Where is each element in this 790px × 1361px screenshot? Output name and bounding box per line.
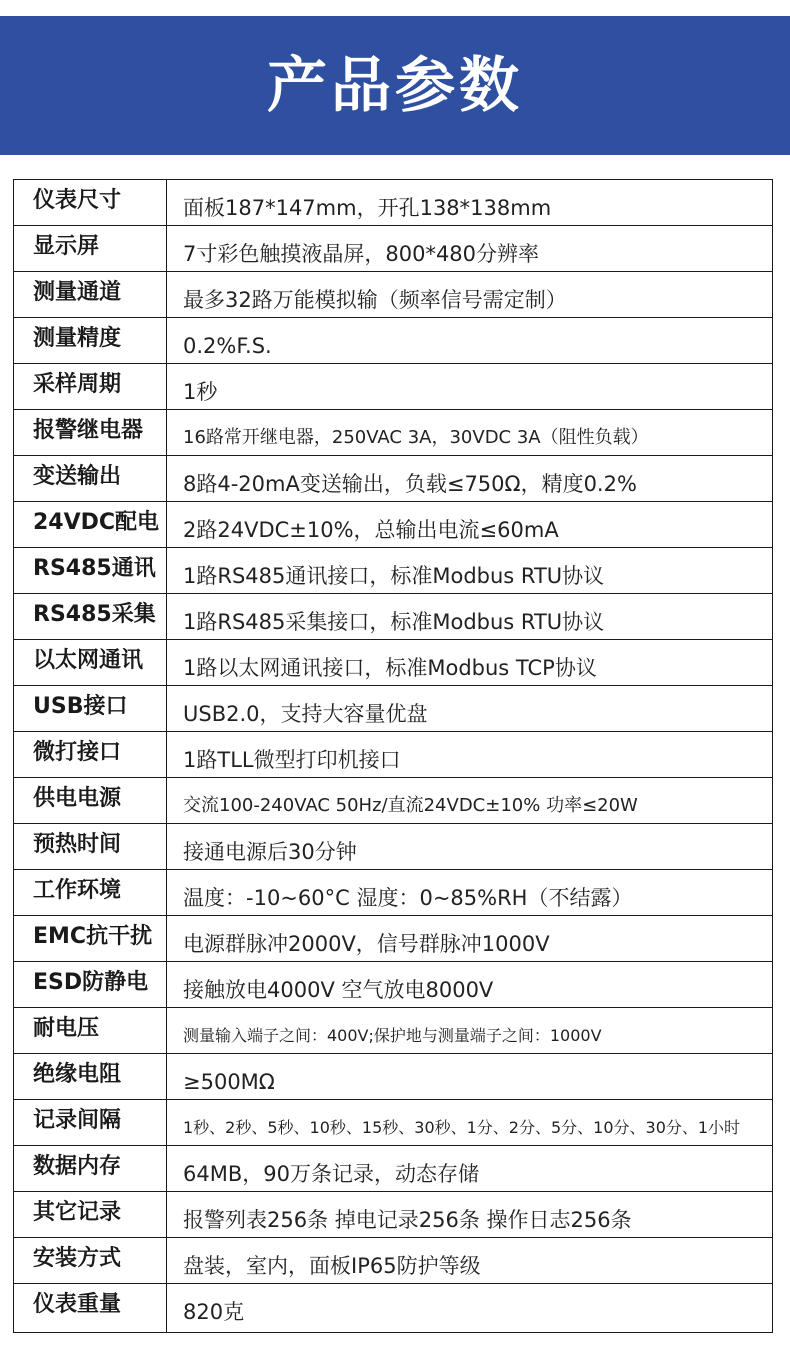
page-title: 产品参数 [267,50,523,121]
spec-label: 安装方式 [33,1246,122,1271]
spec-value-cell [167,1238,773,1284]
spec-value-cell [167,226,773,272]
spec-value: 测量输入端子之间：400V;保护地与测量端子之间：1000V [183,1026,602,1045]
spec-label: ESD防静电 [33,970,149,995]
spec-value-cell [167,686,773,732]
spec-row-alarm-relay [14,410,773,456]
spec-row-sampling [14,364,773,410]
spec-label-cell [14,180,167,226]
spec-label-cell [14,548,167,594]
spec-label: 绝缘电阻 [33,1062,122,1087]
spec-value-cell [167,640,773,686]
spec-row-usb [14,686,773,732]
spec-value: 8路4-20mA变送输出，负载≤750Ω，精度0.2% [183,472,637,496]
spec-value: USB2.0，支持大容量优盘 [183,702,428,726]
spec-label-cell [14,1054,167,1100]
spec-value-cell [167,1100,773,1146]
spec-label: 24VDC配电 [33,510,160,535]
spec-value-cell [167,1284,773,1333]
spec-label-cell [14,502,167,548]
spec-value-cell [167,180,773,226]
spec-value-cell [167,548,773,594]
spec-value-cell [167,916,773,962]
spec-row-esd [14,962,773,1008]
spec-value-cell [167,410,773,456]
spec-value: 1路TLL微型打印机接口 [183,748,401,772]
spec-value-cell [167,824,773,870]
spec-label-cell [14,1008,167,1054]
spec-label-cell [14,870,167,916]
spec-value: 盘装，室内，面板IP65防护等级 [183,1254,481,1278]
spec-value-cell [167,1146,773,1192]
spec-label: 仪表尺寸 [33,188,122,213]
spec-label: 仪表重量 [33,1292,122,1317]
spec-value: 交流100-240VAC 50Hz/直流24VDC±10% 功率≤20W [183,795,638,816]
spec-label: 采样周期 [33,372,122,397]
spec-value: 16路常开继电器，250VAC 3A，30VDC 3A（阻性负载） [183,427,649,448]
spec-value-cell [167,778,773,824]
spec-label-cell [14,686,167,732]
spec-value: 2路24VDC±10%，总输出电流≤60mA [183,518,559,542]
spec-value-cell [167,272,773,318]
spec-value-cell [167,318,773,364]
spec-label: EMC抗干扰 [33,924,153,949]
spec-label-cell [14,364,167,410]
spec-row-other-records [14,1192,773,1238]
spec-value: 电源群脉冲2000V，信号群脉冲1000V [183,932,550,956]
spec-label-cell [14,824,167,870]
spec-label: 微打接口 [33,740,122,765]
spec-value: 7寸彩色触摸液晶屏，800*480分辨率 [183,242,540,266]
spec-value: 1路RS485通讯接口，标准Modbus RTU协议 [183,564,605,588]
spec-value-cell [167,962,773,1008]
spec-label-cell [14,1192,167,1238]
spec-row-withstand-voltage [14,1008,773,1054]
spec-label: 以太网通讯 [33,648,144,673]
spec-label: RS485通讯 [33,556,156,581]
spec-table [13,179,773,1333]
spec-row-accuracy [14,318,773,364]
spec-label: RS485采集 [33,602,156,627]
spec-label-cell [14,732,167,778]
spec-label: 其它记录 [33,1200,122,1225]
spec-label-cell [14,962,167,1008]
spec-value: 报警列表256条 掉电记录256条 操作日志256条 [183,1208,632,1232]
spec-label-cell [14,1284,167,1333]
spec-label-cell [14,456,167,502]
title-banner [0,16,790,155]
spec-row-rs485-comm [14,548,773,594]
spec-value: 最多32路万能模拟输（频率信号需定制） [183,288,567,312]
spec-label-cell [14,318,167,364]
spec-value-cell [167,870,773,916]
spec-row-transmit-output [14,456,773,502]
spec-row-printer [14,732,773,778]
spec-value: 1秒 [183,380,218,404]
spec-label: 报警继电器 [33,418,144,443]
spec-value: 温度：-10~60°C 湿度：0~85%RH（不结露） [183,886,633,910]
spec-row-rs485-acq [14,594,773,640]
spec-value: 64MB，90万条记录，动态存储 [183,1162,479,1186]
spec-value: 接通电源后30分钟 [183,840,357,864]
spec-value-cell [167,364,773,410]
spec-label-cell [14,916,167,962]
spec-value-cell [167,1008,773,1054]
spec-value-cell [167,456,773,502]
spec-row-installation [14,1238,773,1284]
spec-label: 显示屏 [33,234,100,259]
spec-label-cell [14,226,167,272]
spec-label-cell [14,640,167,686]
spec-label-cell [14,272,167,318]
spec-label-cell [14,778,167,824]
spec-row-ethernet [14,640,773,686]
spec-row-display [14,226,773,272]
spec-label: 耐电压 [33,1016,100,1041]
spec-value: 1路以太网通讯接口，标准Modbus TCP协议 [183,656,597,680]
spec-value-cell [167,732,773,778]
spec-value: 1秒、2秒、5秒、10秒、15秒、30秒、1分、2分、5分、10分、30分、1小时 [183,1118,741,1137]
spec-row-weight [14,1284,773,1333]
spec-label: 记录间隔 [33,1108,122,1133]
spec-row-power-supply [14,778,773,824]
spec-value: 0.2%F.S. [183,334,272,358]
spec-row-warmup [14,824,773,870]
spec-row-power-distribution [14,502,773,548]
spec-label-cell [14,1238,167,1284]
spec-label: 工作环境 [33,878,122,903]
spec-row-environment [14,870,773,916]
spec-row-memory [14,1146,773,1192]
spec-row-insulation [14,1054,773,1100]
spec-value: 接触放电4000V 空气放电8000V [183,978,494,1002]
spec-value: ≥500MΩ [183,1070,275,1094]
spec-label-cell [14,410,167,456]
spec-label-cell [14,1100,167,1146]
spec-row-channels [14,272,773,318]
spec-row-record-interval [14,1100,773,1146]
spec-label: 测量精度 [33,326,122,351]
spec-value-cell [167,1054,773,1100]
spec-value: 1路RS485采集接口，标准Modbus RTU协议 [183,610,605,634]
spec-value: 820克 [183,1300,245,1324]
spec-label: 变送输出 [33,464,122,489]
spec-label-cell [14,594,167,640]
spec-value-cell [167,594,773,640]
spec-label: USB接口 [33,694,128,719]
spec-label: 测量通道 [33,280,122,305]
spec-value-cell [167,502,773,548]
spec-value-cell [167,1192,773,1238]
spec-row-emc [14,916,773,962]
spec-label: 供电电源 [33,786,122,811]
spec-row-size [14,180,773,226]
spec-label: 预热时间 [33,832,122,857]
spec-label: 数据内存 [33,1154,122,1179]
spec-value: 面板187*147mm，开孔138*138mm [183,196,552,220]
spec-label-cell [14,1146,167,1192]
